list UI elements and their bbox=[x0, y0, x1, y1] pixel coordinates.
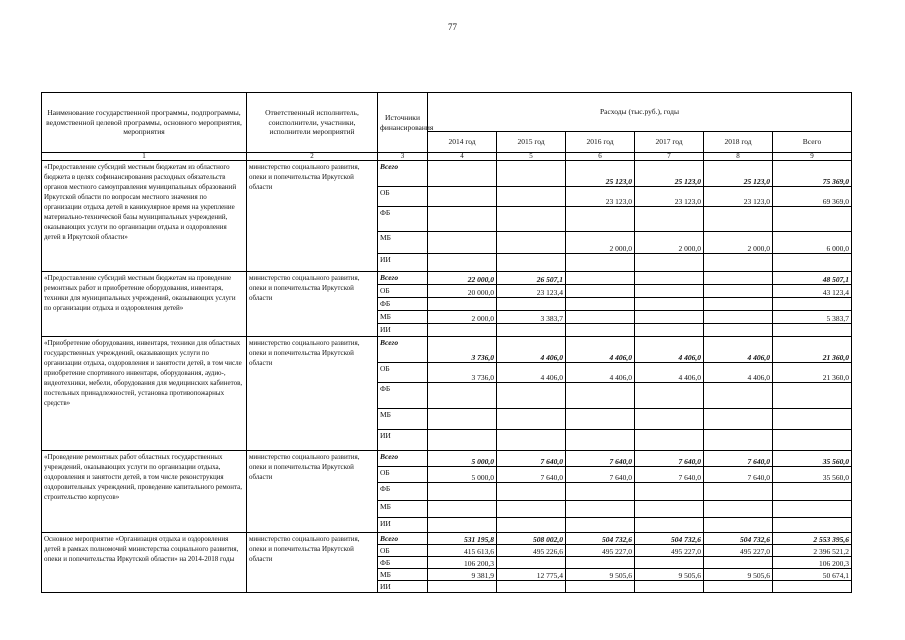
year-value: 495 227,0 bbox=[566, 545, 635, 557]
total-value: 50 674,1 bbox=[773, 569, 852, 581]
year-value: 2 000,0 bbox=[704, 232, 773, 254]
year-value bbox=[635, 581, 704, 593]
year-value bbox=[704, 324, 773, 337]
year-value bbox=[566, 409, 635, 430]
year-value: 4 406,0 bbox=[635, 363, 704, 383]
year-value: 504 732,6 bbox=[704, 533, 773, 545]
year-value bbox=[704, 518, 773, 533]
total-value: 48 507,1 bbox=[773, 272, 852, 285]
funding-source: ФБ bbox=[378, 557, 428, 569]
year-value: 25 123,0 bbox=[566, 161, 635, 187]
year-value: 508 002,0 bbox=[497, 533, 566, 545]
funding-source: ОБ bbox=[378, 545, 428, 557]
year-value bbox=[497, 430, 566, 451]
table-row bbox=[42, 451, 852, 467]
year-value bbox=[704, 254, 773, 272]
funding-source: ФБ bbox=[378, 207, 428, 232]
year-value: 25 123,0 bbox=[704, 161, 773, 187]
total-value bbox=[773, 518, 852, 533]
activity-name: «Предоставление субсидий местным бюджетам на проведение ремонтных работ и приобретение оборудования, инвентаря, техники для муниципальных учреждений, оказывающих услуги по организации отдыха и оздоровления детей» bbox=[42, 272, 247, 337]
year-value bbox=[428, 232, 497, 254]
year-value bbox=[428, 409, 497, 430]
funding-source: МБ bbox=[378, 311, 428, 324]
activity-name: «Предоставление субсидий местным бюджетам из областного бюджета в целях софинансирования расходных обязательств органов местного самоуправления муниципальных образований Иркутской области по вопросам местного значения по организации отдыха детей в каникулярное время на укрепление материально-технической базы муниципальных учреждений, оказывающих услуги по организации отдыха и оздоровления детей в Иркутской области» bbox=[42, 161, 247, 272]
year-value bbox=[635, 254, 704, 272]
funding-source: Всего bbox=[378, 161, 428, 187]
year-value bbox=[704, 298, 773, 311]
table-row bbox=[42, 161, 852, 187]
year-value bbox=[566, 272, 635, 285]
year-value bbox=[635, 501, 704, 518]
year-value bbox=[566, 311, 635, 324]
year-value: 5 000,0 bbox=[428, 451, 497, 467]
total-value bbox=[773, 383, 852, 409]
total-value: 35 560,0 bbox=[773, 451, 852, 467]
header-row bbox=[42, 93, 852, 132]
total-value: 21 360,0 bbox=[773, 337, 852, 363]
year-value bbox=[497, 557, 566, 569]
year-value bbox=[635, 383, 704, 409]
funding-source: Всего bbox=[378, 337, 428, 363]
year-value bbox=[497, 207, 566, 232]
year-value bbox=[428, 383, 497, 409]
funding-source: ФБ bbox=[378, 298, 428, 311]
header-expenses: Расходы (тыс.руб.), годы bbox=[428, 93, 852, 132]
year-value bbox=[428, 324, 497, 337]
column-number: 8 bbox=[704, 153, 773, 161]
expenditure-table bbox=[41, 92, 852, 593]
year-value: 26 507,1 bbox=[497, 272, 566, 285]
total-value: 2 553 395,6 bbox=[773, 533, 852, 545]
year-value: 7 640,0 bbox=[704, 451, 773, 467]
executor: министерство социального развития, опеки и попечительства Иркутской области bbox=[247, 337, 378, 451]
year-value bbox=[566, 207, 635, 232]
year-value bbox=[566, 501, 635, 518]
year-value: 4 406,0 bbox=[635, 337, 704, 363]
year-value bbox=[635, 285, 704, 298]
year-value bbox=[635, 518, 704, 533]
funding-source: ОБ bbox=[378, 467, 428, 483]
total-value: 35 560,0 bbox=[773, 467, 852, 483]
executor: министерство социального развития, опеки и попечительства Иркутской области bbox=[247, 451, 378, 533]
year-value: 504 732,6 bbox=[566, 533, 635, 545]
year-value bbox=[497, 232, 566, 254]
total-value bbox=[773, 430, 852, 451]
year-value: 4 406,0 bbox=[566, 363, 635, 383]
year-value: 2 000,0 bbox=[635, 232, 704, 254]
year-value bbox=[566, 483, 635, 501]
year-value bbox=[428, 254, 497, 272]
year-value: 7 640,0 bbox=[566, 451, 635, 467]
year-value bbox=[428, 187, 497, 207]
funding-source: Всего bbox=[378, 451, 428, 467]
total-value: 69 369,0 bbox=[773, 187, 852, 207]
year-value bbox=[566, 324, 635, 337]
year-value: 3 383,7 bbox=[497, 311, 566, 324]
year-value: 504 732,6 bbox=[635, 533, 704, 545]
total-value bbox=[773, 483, 852, 501]
column-number: 5 bbox=[497, 153, 566, 161]
total-value: 43 123,4 bbox=[773, 285, 852, 298]
year-value bbox=[497, 383, 566, 409]
year-value bbox=[497, 483, 566, 501]
year-value bbox=[704, 285, 773, 298]
executor: министерство социального развития, опеки и попечительства Иркутской области bbox=[247, 272, 378, 337]
year-value bbox=[566, 383, 635, 409]
year-value bbox=[428, 298, 497, 311]
year-value bbox=[428, 207, 497, 232]
year-value bbox=[566, 430, 635, 451]
year-value: 495 226,6 bbox=[497, 545, 566, 557]
year-value: 23 123,0 bbox=[635, 187, 704, 207]
year-value bbox=[566, 254, 635, 272]
column-number: 2 bbox=[247, 153, 378, 161]
table-row bbox=[42, 533, 852, 545]
year-value bbox=[497, 581, 566, 593]
total-value: 106 200,3 bbox=[773, 557, 852, 569]
year-value bbox=[635, 207, 704, 232]
year-value bbox=[635, 272, 704, 285]
year-value: 531 195,8 bbox=[428, 533, 497, 545]
year-value bbox=[704, 409, 773, 430]
header-total: Всего bbox=[773, 132, 852, 153]
header-executor: Ответственный исполнитель, соисполнители, участники, исполнители мероприятий bbox=[247, 93, 378, 153]
total-value: 2 396 521,2 bbox=[773, 545, 852, 557]
year-value bbox=[704, 383, 773, 409]
funding-source: ИИ bbox=[378, 581, 428, 593]
executor: министерство социального развития, опеки и попечительства Иркутской области bbox=[247, 533, 378, 593]
year-value bbox=[635, 311, 704, 324]
year-value bbox=[704, 483, 773, 501]
year-value bbox=[428, 518, 497, 533]
header-year: 2015 год bbox=[497, 132, 566, 153]
total-value bbox=[773, 581, 852, 593]
page-number: 77 bbox=[448, 22, 457, 32]
year-value: 2 000,0 bbox=[566, 232, 635, 254]
funding-source: Всего bbox=[378, 533, 428, 545]
year-value bbox=[428, 483, 497, 501]
total-value: 21 360,0 bbox=[773, 363, 852, 383]
year-value bbox=[635, 324, 704, 337]
year-value bbox=[497, 324, 566, 337]
year-value bbox=[704, 430, 773, 451]
funding-source: ФБ bbox=[378, 383, 428, 409]
year-value: 5 000,0 bbox=[428, 467, 497, 483]
funding-source: ОБ bbox=[378, 187, 428, 207]
year-value: 20 000,0 bbox=[428, 285, 497, 298]
year-value: 106 200,3 bbox=[428, 557, 497, 569]
column-number-row bbox=[42, 153, 852, 161]
year-value bbox=[497, 161, 566, 187]
year-value bbox=[635, 430, 704, 451]
activity-name: «Приобретение оборудования, инвентаря, техники для областных государственных учреждений, оказывающих услуги по организации отдыха, оздоровления и занятости детей, в том числе приобретение спортивного инвентаря, оборудования, аудио-, видеотехники, мебели, оборудования для медицинских кабинетов, постельных принадлежностей, установка противопожарных средств» bbox=[42, 337, 247, 451]
funding-source: ИИ bbox=[378, 518, 428, 533]
total-value bbox=[773, 324, 852, 337]
year-value: 4 406,0 bbox=[566, 337, 635, 363]
year-value bbox=[635, 409, 704, 430]
year-value: 3 736,0 bbox=[428, 363, 497, 383]
column-number: 6 bbox=[566, 153, 635, 161]
total-value: 6 000,0 bbox=[773, 232, 852, 254]
year-value bbox=[704, 557, 773, 569]
funding-source: ИИ bbox=[378, 324, 428, 337]
year-value bbox=[497, 187, 566, 207]
year-value: 3 736,0 bbox=[428, 337, 497, 363]
year-value: 23 123,4 bbox=[497, 285, 566, 298]
year-value: 9 505,6 bbox=[566, 569, 635, 581]
total-value bbox=[773, 409, 852, 430]
year-value: 4 406,0 bbox=[704, 363, 773, 383]
executor: министерство социального развития, опеки и попечительства Иркутской области bbox=[247, 161, 378, 272]
year-value: 7 640,0 bbox=[635, 467, 704, 483]
year-value bbox=[566, 581, 635, 593]
column-number: 7 bbox=[635, 153, 704, 161]
year-value: 23 123,0 bbox=[566, 187, 635, 207]
table-body bbox=[42, 161, 852, 593]
funding-source: ФБ bbox=[378, 483, 428, 501]
total-value bbox=[773, 207, 852, 232]
year-value: 9 505,6 bbox=[704, 569, 773, 581]
activity-name: Основное мероприятие «Организация отдыха и оздоровления детей в рамках полномочий министерства социального развития, опеки и попечительства Иркутской области» на 2014-2018 годы bbox=[42, 533, 247, 593]
total-value bbox=[773, 501, 852, 518]
year-value: 23 123,0 bbox=[704, 187, 773, 207]
year-value bbox=[566, 557, 635, 569]
header-source: Источники финансирования bbox=[378, 93, 428, 153]
year-value bbox=[635, 557, 704, 569]
year-value bbox=[497, 518, 566, 533]
column-number: 1 bbox=[42, 153, 247, 161]
header-year: 2017 год bbox=[635, 132, 704, 153]
total-value: 5 383,7 bbox=[773, 311, 852, 324]
year-value: 2 000,0 bbox=[428, 311, 497, 324]
column-number: 4 bbox=[428, 153, 497, 161]
total-value: 75 369,0 bbox=[773, 161, 852, 187]
year-value: 9 381,9 bbox=[428, 569, 497, 581]
year-value bbox=[566, 298, 635, 311]
year-value: 4 406,0 bbox=[704, 337, 773, 363]
year-value: 7 640,0 bbox=[635, 451, 704, 467]
year-value bbox=[428, 430, 497, 451]
year-value: 7 640,0 bbox=[497, 467, 566, 483]
header-year: 2014 год bbox=[428, 132, 497, 153]
year-value: 12 775,4 bbox=[497, 569, 566, 581]
year-value bbox=[704, 207, 773, 232]
funding-source: ИИ bbox=[378, 254, 428, 272]
year-value bbox=[704, 272, 773, 285]
year-value bbox=[497, 298, 566, 311]
year-value bbox=[635, 298, 704, 311]
year-value: 7 640,0 bbox=[566, 467, 635, 483]
year-value: 4 406,0 bbox=[497, 337, 566, 363]
table-row bbox=[42, 337, 852, 363]
funding-source: МБ bbox=[378, 409, 428, 430]
year-value bbox=[428, 581, 497, 593]
funding-source: МБ bbox=[378, 501, 428, 518]
funding-source: Всего bbox=[378, 272, 428, 285]
year-value: 4 406,0 bbox=[497, 363, 566, 383]
activity-name: «Проведение ремонтных работ областных государственных учреждений, оказывающих услуги по организации отдыха, оздоровления и занятости детей, в том числе реконструкция оздоровительных учреждений, проведение капитального ремонта, строительство корпусов» bbox=[42, 451, 247, 533]
table-row bbox=[42, 272, 852, 285]
year-value: 415 613,6 bbox=[428, 545, 497, 557]
header-year: 2016 год bbox=[566, 132, 635, 153]
year-value: 495 227,0 bbox=[635, 545, 704, 557]
year-value: 9 505,6 bbox=[635, 569, 704, 581]
year-value bbox=[497, 254, 566, 272]
column-number: 3 bbox=[378, 153, 428, 161]
year-value bbox=[635, 483, 704, 501]
column-number: 9 bbox=[773, 153, 852, 161]
header-name: Наименование государственной программы, подпрограммы, ведомственной целевой программы, основного мероприятия, мероприятия bbox=[42, 93, 247, 153]
year-value bbox=[704, 581, 773, 593]
year-value bbox=[566, 285, 635, 298]
total-value bbox=[773, 298, 852, 311]
funding-source: ОБ bbox=[378, 285, 428, 298]
year-value: 22 000,0 bbox=[428, 272, 497, 285]
year-value bbox=[428, 161, 497, 187]
header-year: 2018 год bbox=[704, 132, 773, 153]
year-value bbox=[704, 311, 773, 324]
year-value: 25 123,0 bbox=[635, 161, 704, 187]
year-value bbox=[704, 501, 773, 518]
year-value: 7 640,0 bbox=[497, 451, 566, 467]
year-value bbox=[497, 409, 566, 430]
year-value: 7 640,0 bbox=[704, 467, 773, 483]
funding-source: МБ bbox=[378, 232, 428, 254]
total-value bbox=[773, 254, 852, 272]
year-value bbox=[497, 501, 566, 518]
funding-source: ИИ bbox=[378, 430, 428, 451]
year-value: 495 227,0 bbox=[704, 545, 773, 557]
funding-source: ОБ bbox=[378, 363, 428, 383]
year-value bbox=[566, 518, 635, 533]
year-value bbox=[428, 501, 497, 518]
funding-source: МБ bbox=[378, 569, 428, 581]
